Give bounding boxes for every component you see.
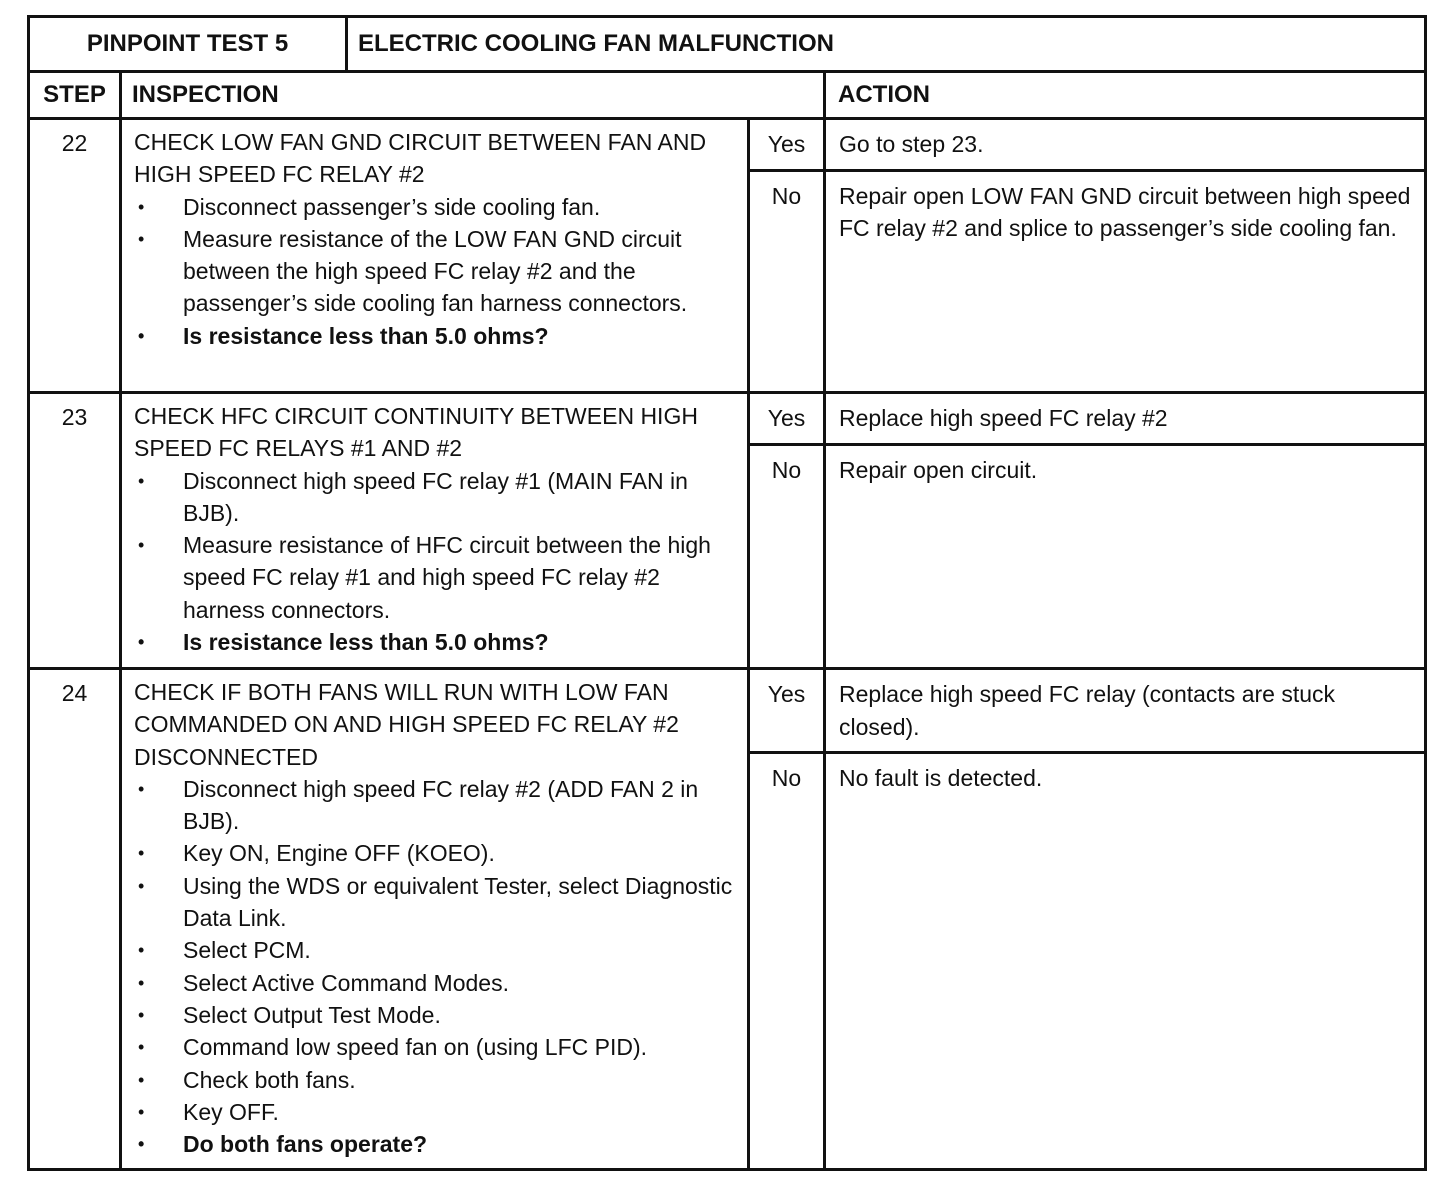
inspection-list (134, 191, 739, 352)
action-cell (749, 393, 1426, 669)
inspection-bullet: • Measure resistance of HFC circuit between the high speed FC relay #1 and high speed FC relay #2 harness connectors. (134, 529, 739, 626)
step-row (29, 393, 1426, 669)
step-number: 24 (29, 669, 121, 1170)
inspection-heading: CHECK LOW FAN GND CIRCUIT BETWEEN FAN AND HIGH SPEED FC RELAY #2 (134, 129, 707, 188)
inspection-bullet: • Disconnect high speed FC relay #2 (ADD FAN 2 in BJB). (134, 773, 739, 838)
inspection-question: • Is resistance less than 5.0 ohms? (134, 626, 739, 658)
no-label: No (750, 444, 825, 667)
inspection-bullet: • Disconnect high speed FC relay #1 (MAIN FAN in BJB). (134, 465, 739, 530)
inspection-cell (121, 393, 749, 669)
no-action: Repair open circuit. (839, 456, 1038, 483)
action-cell (749, 119, 1426, 393)
inspection-header: INSPECTION (121, 72, 825, 119)
yes-label: Yes (750, 670, 825, 753)
inspection-cell (121, 119, 749, 393)
inspection-heading: CHECK IF BOTH FANS WILL RUN WITH LOW FAN COMMANDED ON AND HIGH SPEED FC RELAY #2 DISCONNECTED (134, 679, 679, 770)
no-row (750, 170, 1424, 391)
yes-row (750, 394, 1424, 444)
step-header: STEP (29, 72, 121, 119)
step-number: 22 (29, 119, 121, 393)
yes-row (750, 120, 1424, 170)
title-row (29, 17, 1426, 72)
yes-action: Replace high speed FC relay #2 (825, 394, 1425, 444)
no-label: No (750, 753, 825, 1168)
no-row (750, 753, 1424, 1168)
step-row (29, 119, 1426, 393)
inspection-list (134, 465, 739, 659)
inspection-question: • Is resistance less than 5.0 ohms? (134, 320, 739, 352)
inspection-question: • Do both fans operate? (134, 1128, 739, 1160)
inspection-cell (121, 669, 749, 1170)
no-action: No fault is detected. (839, 765, 1043, 791)
yes-no-table (750, 670, 1424, 1168)
no-label: No (750, 170, 825, 391)
inspection-bullet: • Select Active Command Modes. (134, 967, 739, 999)
step-number: 23 (29, 393, 121, 669)
test-name: ELECTRIC COOLING FAN MALFUNCTION (347, 17, 1426, 72)
inspection-heading: CHECK HFC CIRCUIT CONTINUITY BETWEEN HIGH SPEED FC RELAYS #1 AND #2 (134, 403, 698, 462)
header-row (29, 72, 1426, 119)
yes-action: Go to step 23. (825, 120, 1425, 170)
action-header: ACTION (825, 72, 1426, 119)
action-cell (749, 669, 1426, 1170)
inspection-bullet: • Check both fans. (134, 1064, 739, 1096)
inspection-bullet: • Disconnect passenger’s side cooling fan. (134, 191, 739, 223)
pinpoint-test-sheet (27, 15, 1424, 1171)
no-action: Repair open LOW FAN GND circuit between high speed FC relay #2 and splice to passenger’s side cooling fan. (839, 182, 1411, 241)
pinpoint-test-table (27, 15, 1427, 1171)
inspection-bullet: • Using the WDS or equivalent Tester, select Diagnostic Data Link. (134, 870, 739, 935)
inspection-bullet: • Key OFF. (134, 1096, 739, 1128)
inspection-bullet: • Key ON, Engine OFF (KOEO). (134, 837, 739, 869)
yes-row (750, 670, 1424, 753)
no-row (750, 444, 1424, 667)
yes-label: Yes (750, 394, 825, 444)
inspection-bullet: • Command low speed fan on (using LFC PID). (134, 1031, 739, 1063)
inspection-list (134, 773, 739, 1161)
yes-label: Yes (750, 120, 825, 170)
yes-no-table (750, 120, 1424, 391)
inspection-bullet: • Select PCM. (134, 934, 739, 966)
yes-action: Replace high speed FC relay (contacts are stuck closed). (825, 670, 1425, 753)
yes-no-table (750, 394, 1424, 667)
test-id: PINPOINT TEST 5 (29, 17, 347, 72)
inspection-bullet: • Select Output Test Mode. (134, 999, 739, 1031)
step-row (29, 669, 1426, 1170)
inspection-bullet: • Measure resistance of the LOW FAN GND circuit between the high speed FC relay #2 and the passenger’s side cooling fan harness connectors. (134, 223, 739, 320)
